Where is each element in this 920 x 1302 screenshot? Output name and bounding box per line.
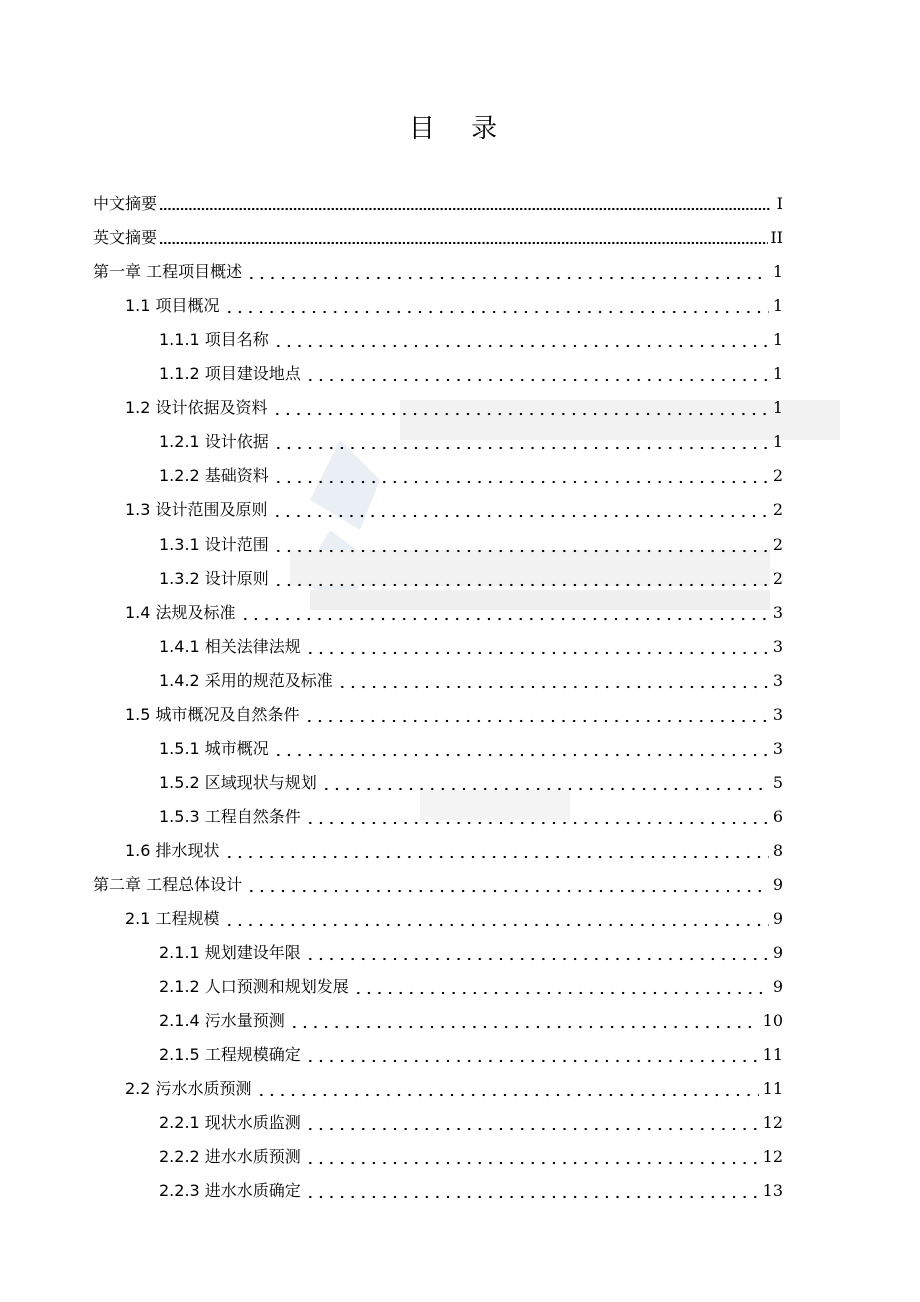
toc-entry[interactable] bbox=[93, 623, 783, 657]
toc-entry[interactable] bbox=[93, 521, 783, 555]
toc-entry-page-number: 6 bbox=[772, 806, 783, 826]
toc-entry-page-number: 3 bbox=[772, 704, 783, 724]
page-title: 目 录 bbox=[408, 114, 512, 144]
toc-entry-page-number: 10 bbox=[762, 1011, 783, 1031]
toc-entry[interactable] bbox=[93, 691, 783, 725]
toc-entry-label: 2.1 工程规模 bbox=[125, 909, 220, 929]
toc-entry-page-number: 3 bbox=[772, 738, 783, 758]
dot-leader bbox=[337, 671, 769, 691]
toc-entry-label: 2.2.3 进水水质确定 bbox=[159, 1181, 301, 1201]
toc-entry-page-number: 3 bbox=[772, 602, 783, 622]
toc-entry-page-number: 1 bbox=[772, 330, 783, 350]
toc-entry[interactable] bbox=[93, 248, 783, 282]
toc-entry-label: 1.4 法规及标准 bbox=[125, 602, 236, 622]
toc-entry-page-number: 2 bbox=[772, 500, 783, 520]
toc-entry-label: 第二章 工程总体设计 bbox=[93, 875, 243, 894]
toc-entry-label: 1.5.2 区域现状与规划 bbox=[159, 772, 317, 792]
toc-entry-page-number: 1 bbox=[772, 364, 783, 384]
toc-entry-label: 1.3.1 设计范围 bbox=[159, 534, 269, 554]
dot-leader bbox=[305, 1113, 759, 1133]
toc-entry-page-number: 2 bbox=[772, 568, 783, 588]
dot-leader bbox=[273, 330, 769, 350]
toc-entry-label: 1.1.2 项目建设地点 bbox=[159, 364, 301, 384]
toc-entry-label: 2.1.5 工程规模确定 bbox=[159, 1045, 301, 1065]
dot-leader bbox=[159, 228, 768, 248]
toc-entry[interactable] bbox=[93, 997, 783, 1031]
dot-leader bbox=[246, 875, 769, 895]
toc-entry[interactable] bbox=[93, 1031, 783, 1065]
dot-leader bbox=[305, 637, 769, 657]
dot-leader bbox=[256, 1079, 759, 1099]
toc-entry[interactable] bbox=[93, 452, 783, 486]
toc-entry-page-number: 5 bbox=[772, 772, 783, 792]
toc-entry-page-number: 11 bbox=[762, 1045, 783, 1065]
toc-entry[interactable] bbox=[93, 555, 783, 589]
toc-entry[interactable] bbox=[93, 793, 783, 827]
dot-leader bbox=[305, 943, 769, 963]
toc-entry[interactable] bbox=[93, 827, 783, 861]
toc-entry-label: 1.4.1 相关法律法规 bbox=[159, 636, 301, 656]
toc-entry-page-number: 8 bbox=[772, 840, 783, 860]
toc-entry-label: 1.6 排水现状 bbox=[125, 840, 220, 860]
toc-entry[interactable] bbox=[93, 759, 783, 793]
toc-entry-page-number: 12 bbox=[762, 1113, 783, 1133]
toc-entry-page-number: 1 bbox=[772, 398, 783, 418]
toc-entry-label: 1.2.2 基础资料 bbox=[159, 466, 269, 486]
toc-entry-label: 1.2.1 设计依据 bbox=[159, 432, 269, 452]
toc-entry[interactable] bbox=[93, 1065, 783, 1099]
toc-entry-label: 第一章 工程项目概述 bbox=[93, 262, 243, 282]
toc-entry[interactable] bbox=[93, 929, 783, 963]
toc-entry-label: 2.1.1 规划建设年限 bbox=[159, 943, 301, 963]
toc-entry-page-number: I bbox=[776, 194, 783, 213]
toc-entry-page-number: 13 bbox=[762, 1181, 783, 1201]
toc-entry[interactable] bbox=[93, 486, 783, 520]
toc-entry[interactable] bbox=[93, 384, 783, 418]
toc-entry-label: 1.5.3 工程自然条件 bbox=[159, 806, 301, 826]
dot-leader bbox=[273, 569, 769, 589]
dot-leader bbox=[305, 1045, 759, 1065]
toc-entry-page-number: 2 bbox=[772, 534, 783, 554]
dot-leader bbox=[273, 466, 769, 486]
toc-entry[interactable] bbox=[93, 725, 783, 759]
toc-entry[interactable] bbox=[93, 418, 783, 452]
dot-leader bbox=[273, 535, 769, 555]
toc-entry-label: 1.5.1 城市概况 bbox=[159, 738, 269, 758]
dot-leader bbox=[224, 296, 769, 316]
dot-leader bbox=[305, 1181, 759, 1201]
dot-leader bbox=[304, 705, 769, 725]
toc-entry-label: 1.1.1 项目名称 bbox=[159, 330, 269, 350]
toc-entry-page-number: 3 bbox=[772, 670, 783, 690]
toc-entry-label: 2.1.4 污水量预测 bbox=[159, 1011, 285, 1031]
dot-leader bbox=[224, 841, 769, 861]
dot-leader bbox=[273, 432, 769, 452]
toc-entry[interactable] bbox=[93, 282, 783, 316]
toc-entry-label: 中文摘要 bbox=[93, 194, 158, 213]
dot-leader bbox=[273, 739, 769, 759]
toc-entry[interactable] bbox=[93, 657, 783, 691]
toc-entry-label: 1.3.2 设计原则 bbox=[159, 568, 269, 588]
toc-entry-label: 2.1.2 人口预测和规划发展 bbox=[159, 977, 349, 997]
toc-entry-label: 2.2 污水水质预测 bbox=[125, 1079, 252, 1099]
toc-entry-label: 2.2.2 进水水质预测 bbox=[159, 1147, 301, 1167]
toc-entry-label: 英文摘要 bbox=[93, 228, 158, 248]
toc-entry[interactable] bbox=[93, 180, 783, 214]
dot-leader bbox=[246, 262, 769, 282]
toc-entry-page-number: 1 bbox=[772, 262, 783, 282]
toc-entry[interactable] bbox=[93, 1167, 783, 1201]
dot-leader bbox=[224, 909, 769, 929]
dot-leader bbox=[305, 364, 769, 384]
toc-entry[interactable] bbox=[93, 316, 783, 350]
toc-entry-label: 2.2.1 现状水质监测 bbox=[159, 1113, 301, 1133]
toc-entry-label: 1.3 设计范围及原则 bbox=[125, 500, 268, 520]
toc-entry-label: 1.4.2 采用的规范及标准 bbox=[159, 670, 333, 690]
toc-entry[interactable] bbox=[93, 1133, 783, 1167]
toc-entry-page-number: 9 bbox=[772, 875, 783, 894]
toc-entry-page-number: 3 bbox=[772, 636, 783, 656]
toc-entry-page-number: 11 bbox=[762, 1079, 783, 1099]
toc-entry[interactable] bbox=[93, 861, 783, 895]
dot-leader bbox=[353, 977, 769, 997]
dot-leader bbox=[240, 603, 769, 623]
toc-entry[interactable] bbox=[93, 1099, 783, 1133]
toc-entry-page-number: 1 bbox=[772, 296, 783, 316]
dot-leader bbox=[272, 398, 769, 418]
toc-entry-page-number: 9 bbox=[772, 943, 783, 963]
dot-leader bbox=[305, 1147, 759, 1167]
toc-entry[interactable] bbox=[93, 895, 783, 929]
toc-entry[interactable] bbox=[93, 963, 783, 997]
toc-entry[interactable] bbox=[93, 350, 783, 384]
dot-leader bbox=[272, 500, 769, 520]
toc-entry[interactable] bbox=[93, 589, 783, 623]
toc-entry-page-number: II bbox=[770, 228, 783, 248]
toc-entry-page-number: 12 bbox=[762, 1147, 783, 1167]
toc-entry-label: 1.5 城市概况及自然条件 bbox=[125, 704, 300, 724]
dot-leader bbox=[305, 807, 769, 827]
toc-entry-page-number: 9 bbox=[772, 909, 783, 929]
dot-leader bbox=[289, 1011, 759, 1031]
toc-entry-label: 1.1 项目概况 bbox=[125, 296, 220, 316]
toc-entry-page-number: 2 bbox=[772, 466, 783, 486]
dot-leader bbox=[159, 194, 771, 214]
dot-leader bbox=[321, 773, 769, 793]
toc-entry-label: 1.2 设计依据及资料 bbox=[125, 398, 268, 418]
toc-entry-page-number: 9 bbox=[772, 977, 783, 997]
toc-entry-page-number: 1 bbox=[772, 432, 783, 452]
toc-entry[interactable] bbox=[93, 214, 783, 248]
